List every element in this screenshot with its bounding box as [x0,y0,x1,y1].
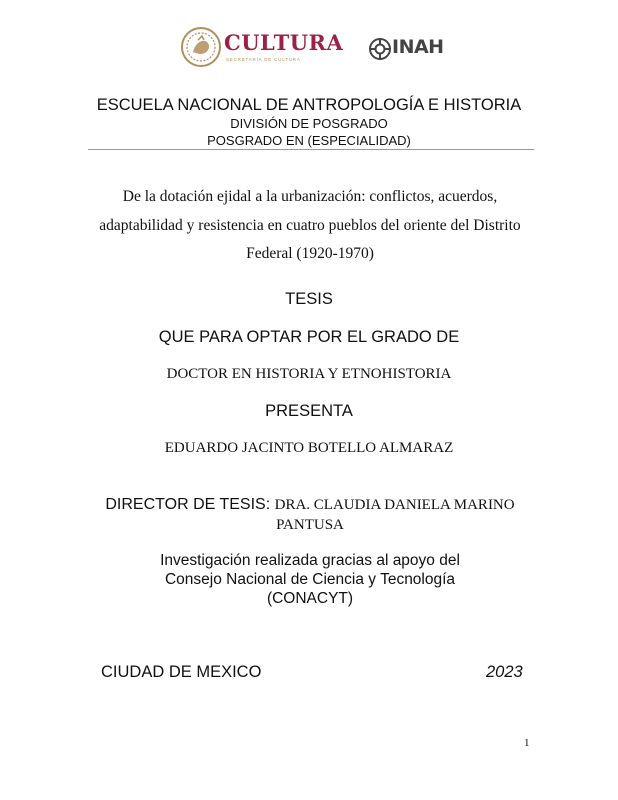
school-name: ESCUELA NACIONAL DE ANTROPOLOGÍA E HISTORIA [96,96,522,114]
page-number: 1 [524,737,530,749]
cultura-logo [180,26,345,70]
logo-bar [180,26,470,70]
header-divider [88,149,534,150]
director-block [98,495,522,535]
cultura-wordmark: CULTURA [224,30,344,55]
thesis-title: De la dotación ejidal a la urbanización: conflictos, acuerdos, adaptabilidad y resistencia en cuatro pueblos del oriente del Distrito Federal (1920-1970) [99,188,521,262]
funding-statement: Investigación realizada gracias al apoyo del Consejo Nacional de Ciencia y Tecnología (CONACYT) [160,552,460,607]
presenta-label: PRESENTA [265,402,353,420]
cultura-emblem-icon [180,26,222,68]
inah-emblem-icon [368,36,392,62]
cultura-subtitle: SECRETARÍA DE CULTURA [226,57,301,62]
program-name: POSGRADO EN (ESPECIALIDAD) [207,133,411,148]
tesis-label: TESIS [285,290,333,308]
division-name: DIVISIÓN DE POSGRADO [230,116,388,131]
author-name: EDUARDO JACINTO BOTELLO ALMARAZ [164,440,454,456]
year: 2023 [486,663,523,681]
inah-wordmark: INAH [392,36,444,58]
degree-name: DOCTOR EN HISTORIA Y ETNOHISTORIA [166,366,452,382]
inah-logo [368,34,468,64]
director-label: DIRECTOR DE TESIS: [105,496,271,513]
degree-intro: QUE PARA OPTAR POR EL GRADO DE [158,328,460,346]
city: CIUDAD DE MEXICO [101,663,262,681]
director-name: DRA. CLAUDIA DANIELA MARINO PANTUSA [274,497,515,533]
